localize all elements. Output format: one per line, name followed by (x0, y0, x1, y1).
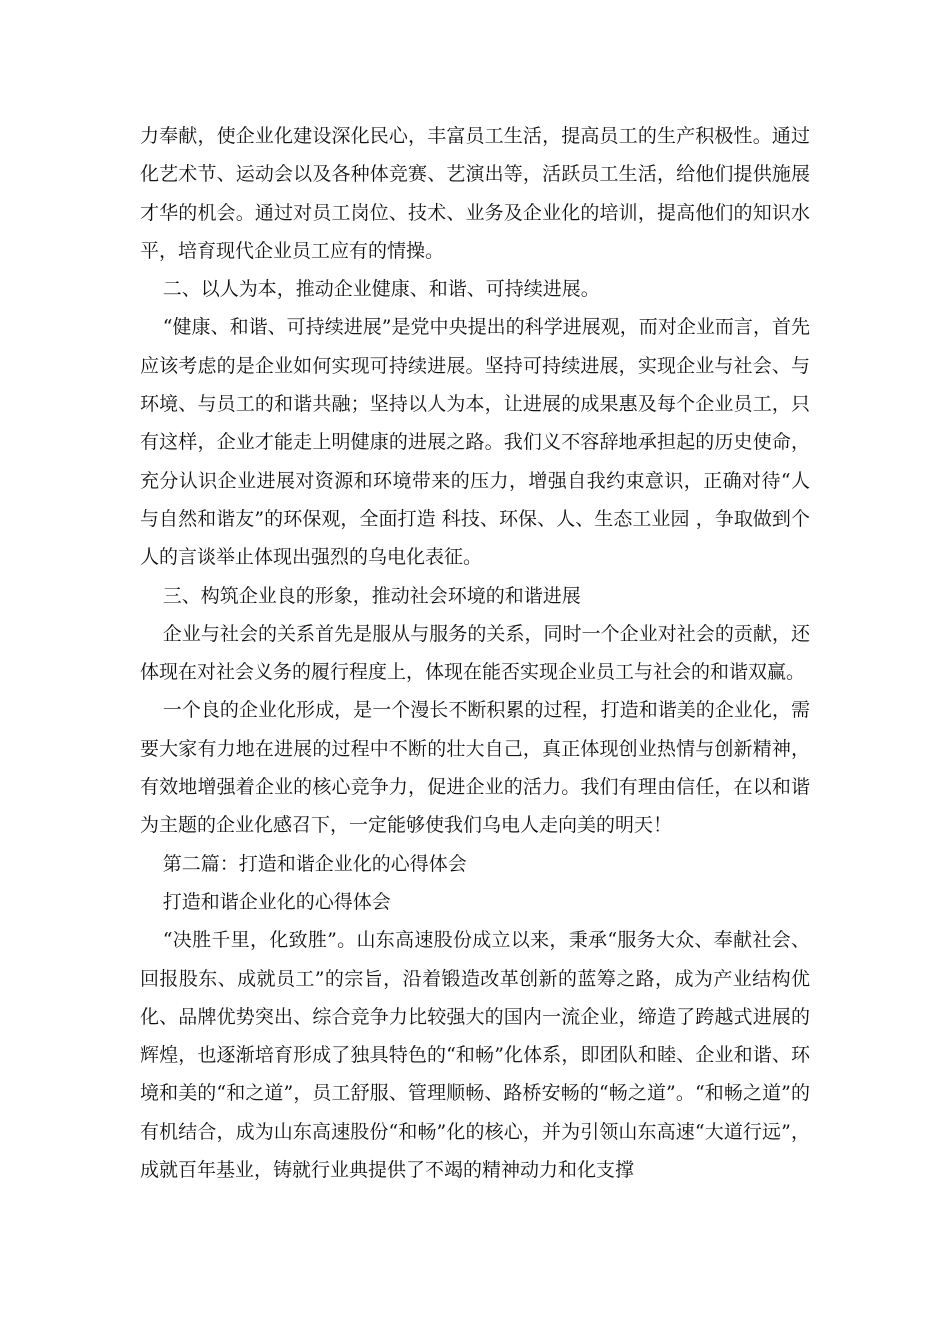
section-heading-three: 三、构筑企业良的形象，推动社会环境的和谐进展 (162, 584, 581, 607)
paragraph-intro: 力奉献，使企业化建设深化民心，丰富员工生活，提高员工的生产积极性。通过化艺术节、运动会以及各种体竞赛、艺演出等，活跃员工生活，给他们提供施展才华的机会。通过对员工岗位、技术、业务及企业化的培训，提高他们的知识水平，培育现代企业员工应有的情操。 (140, 125, 810, 262)
paragraph-shandong: “决胜千里，化致胜”。山东高速股份成立以来，秉承“服务大众、奉献社会、回报股东、成就员工”的宗旨，沿着锻造改革创新的蓝筹之路，成为产业结构优化、品牌优势突出、综合竞争力比较强大的国内一流企业，缔造了跨越式进展的辉煌，也逐渐培育形成了独具特色的“和畅”化体系，即团队和睦、企业和谐、环境和美的“和之道”，员工舒服、管理顺畅、路桥安畅的“畅之道”。“和畅之道”的有机结合，成为山东高速股份“和畅”化的核心，并为引领山东高速“大道行远”，成就百年基业，铸就行业典提供了不竭的精神动力和化支撑 (140, 929, 810, 1182)
paragraph-society: 企业与社会的关系首先是服从与服务的关系，同时一个企业对社会的贡献，还体现在对社会义务的履行程度上，体现在能否实现企业员工与社会的和谐双赢。 (140, 622, 810, 684)
paragraph-sustainable: “健康、和谐、可持续进展”是党中央提出的科学进展观，而对企业而言，首先应该考虑的是企业如何实现可持续进展。坚持可持续进展，实现企业与社会、与环境、与员工的和谐共融；坚持以人为本，让进展的成果惠及每个企业员工，只有这样，企业才能走上明健康的进展之路。我们义不容辞地承担起的历史使命，充分认识企业进展对资源和环境带来的压力，增强自我约束意识，正确对待“人与自然和谐友”的环保观，全面打造 科技、环保、人、生态工业园 ，争取做到个人的言谈举止体现出强烈的乌电化表征。 (140, 316, 810, 569)
document-page (140, 117, 810, 1189)
article-title: 打造和谐企业化的心得体会 (162, 890, 391, 913)
paragraph-culture: 一个良的企业化形成，是一个漫长不断积累的过程，打造和谐美的企业化，需要大家有力地在进展的过程中不断的壮大自己，真正体现创业热情与创新精神，有效地增强着企业的核心竞争力，促进企业的活力。我们有理由信任，在以和谐为主题的企业化感召下，一定能够使我们乌电人走向美的明天！ (140, 699, 810, 837)
chapter-title: 第二篇：打造和谐企业化的心得体会 (162, 852, 467, 875)
section-heading-two: 二、以人为本，推动企业健康、和谐、可持续进展。 (162, 278, 600, 301)
